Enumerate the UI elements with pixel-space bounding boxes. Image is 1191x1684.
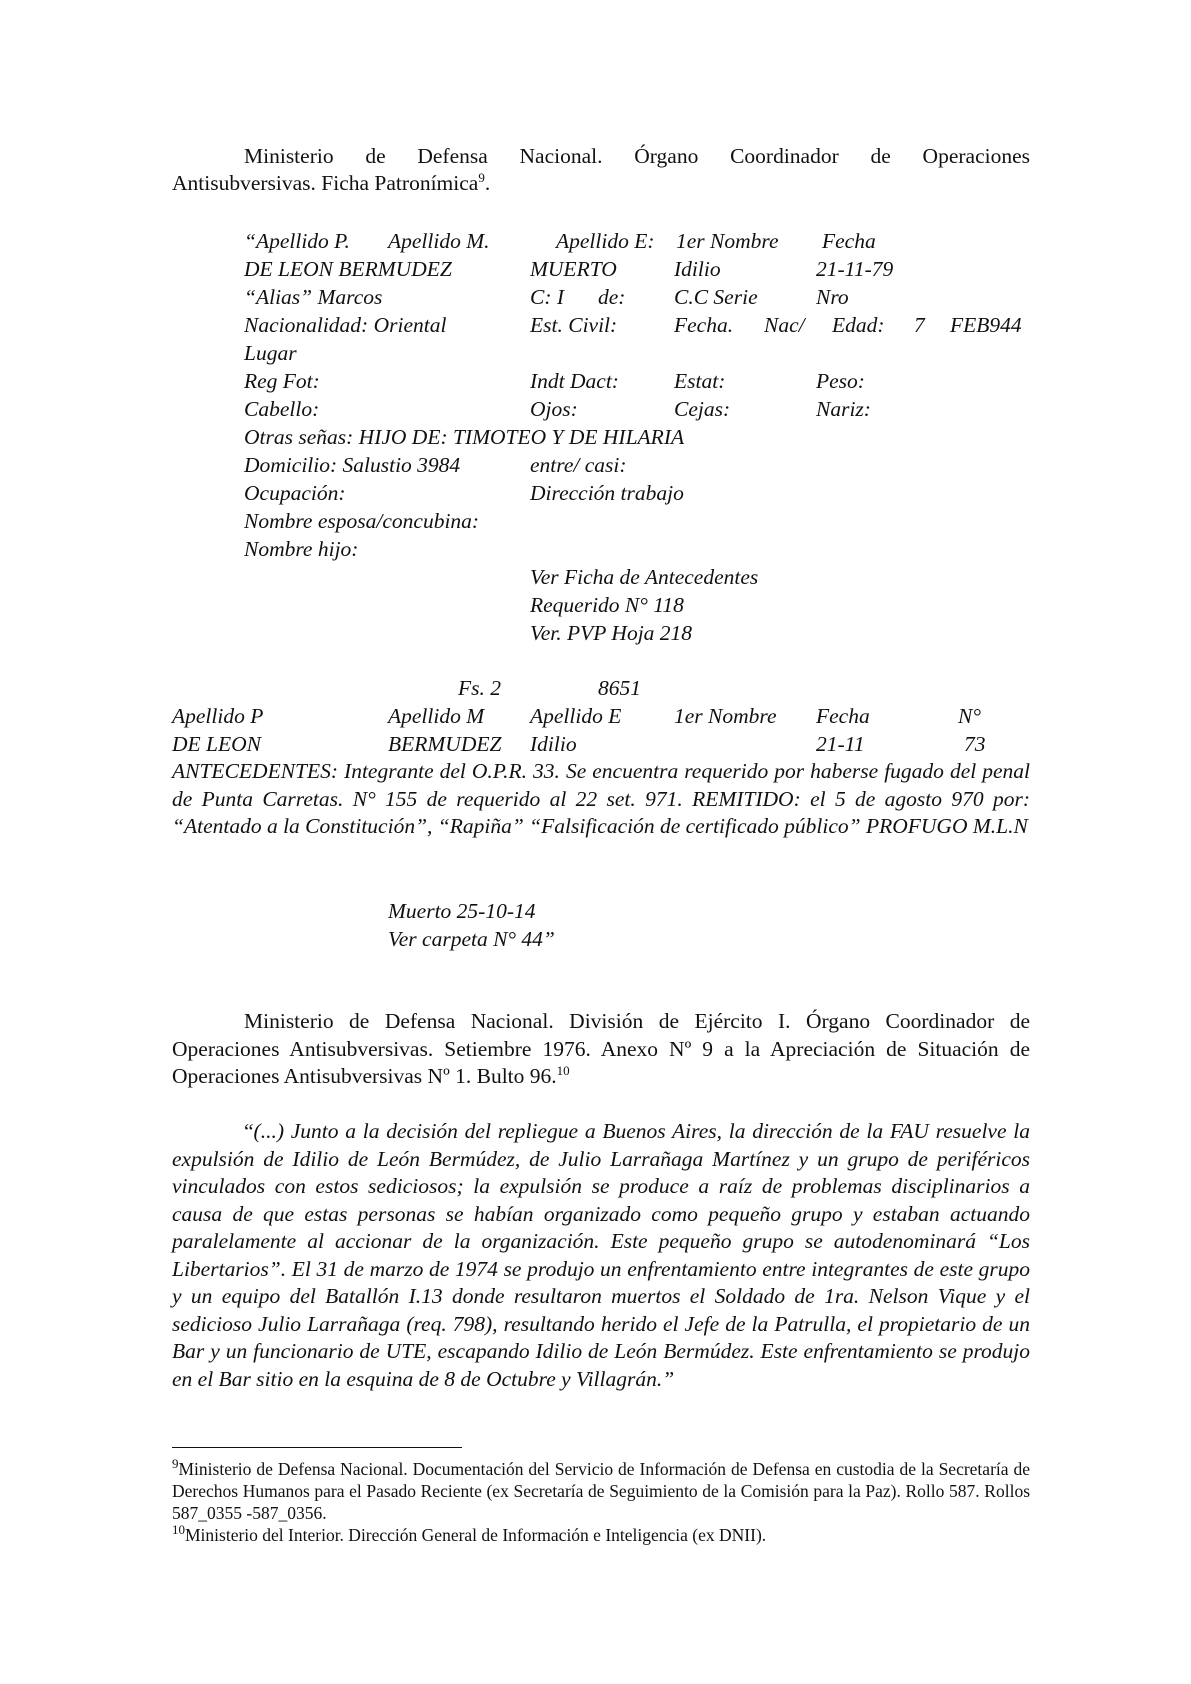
- f1-reg-fot: Reg Fot:: [244, 369, 320, 393]
- header1-line1: [244, 144, 1030, 169]
- f1-domicilio: Domicilio: Salustio 3984: [244, 453, 461, 477]
- f2-v-apellido-m: BERMUDEZ: [388, 732, 502, 756]
- f2-v-numero: 73: [964, 732, 986, 756]
- f2-muerto: Muerto 25-10-14: [388, 899, 536, 923]
- f2-h-fecha: Fecha: [816, 704, 870, 728]
- f1-ocupacion: Ocupación:: [244, 481, 346, 505]
- f2-h-apellido-e: Apellido E: [530, 704, 622, 728]
- quote-paragraph: [172, 1118, 1030, 1393]
- f2-number: 8651: [598, 676, 641, 700]
- footnote-10: [172, 1524, 1030, 1546]
- header1-period: .: [484, 171, 491, 195]
- f1-estat: Estat:: [674, 369, 726, 393]
- f2-h-numero: N°: [958, 704, 981, 728]
- quote-open-mark: “: [244, 1119, 254, 1143]
- f1-nacionalidad: Nacionalidad: Oriental: [244, 313, 447, 337]
- f1-ojos: Ojos:: [530, 397, 578, 421]
- f1-edad: Edad:: [832, 313, 885, 337]
- footnote-ref-9: 9: [478, 169, 485, 185]
- f1-firstname-value: Idilio: [674, 257, 721, 281]
- footnote-10-number: 10: [172, 1522, 185, 1538]
- header2-text: Ministerio de Defensa Nacional. División de Ejército I. Órgano Coordinador de Operaciones Antisubversivas. Setiembre 1976. Anexo Nº 9 a la Apreciación de Situación de Operaciones Antisubversivas Nº 1. Bulto 96.: [172, 1009, 1030, 1088]
- header2-paragraph: [172, 1008, 1030, 1091]
- f1-apellido-m: Apellido M.: [388, 229, 490, 253]
- f1-birth-value: FEB944: [950, 313, 1022, 337]
- f1-edad-value: 7: [914, 313, 925, 337]
- f1-ref-antecedentes: Ver Ficha de Antecedentes: [530, 565, 759, 589]
- f1-direccion-trabajo: Dirección trabajo: [530, 481, 684, 505]
- f1-de: de:: [598, 285, 626, 309]
- f2-h-nombre: 1er Nombre: [674, 704, 777, 728]
- f1-fecha: Fecha: [822, 229, 876, 253]
- f1-otras-senas: Otras señas: HIJO DE: TIMOTEO Y DE HILARIA: [244, 425, 685, 449]
- f1-ref-pvp: Ver. PVP Hoja 218: [530, 621, 693, 645]
- f1-entre-casi: entre/ casi:: [530, 453, 627, 477]
- header1-line1-text: Ministerio de Defensa Nacional. Órgano Coordinador de Operaciones: [244, 144, 1030, 168]
- header1-line2: [172, 171, 490, 196]
- f1-fecha-label: Fecha.: [674, 313, 734, 337]
- f1-ref-requerido: Requerido N° 118: [530, 593, 684, 617]
- f2-h-apellido-p: Apellido P: [172, 704, 264, 728]
- footnote-9-number: 9: [172, 1456, 179, 1472]
- header1-line2-text: Antisubversivas. Ficha Patronímica: [172, 171, 479, 195]
- f1-date-value: 21-11-79: [816, 257, 894, 281]
- f1-indt-dact: Indt Dact:: [530, 369, 619, 393]
- f1-ci: C: I: [530, 285, 565, 309]
- f2-v-fecha: 21-11: [816, 732, 865, 756]
- f1-esposa: Nombre esposa/concubina:: [244, 509, 480, 533]
- footnote-9-text: Ministerio de Defensa Nacional. Documentación del Servicio de Información de Defensa en custodia de la Secretaría de Derechos Humanos para el Pasado Reciente (ex Secretaría de Seguimiento de la Comisión para la Paz). Rollo 587. Rollos 587_0355 -587_0356.: [172, 1459, 1030, 1523]
- footnote-10-text: Ministerio del Interior. Dirección General de Información e Inteligencia (ex DNII).: [185, 1525, 767, 1545]
- f1-nro: Nro: [816, 285, 849, 309]
- footnote-ref-10: 10: [556, 1062, 570, 1078]
- footnote-separator: [172, 1447, 462, 1448]
- f1-alias: “Alias” Marcos: [244, 285, 383, 309]
- f1-lugar: Lugar: [244, 341, 297, 365]
- f1-hijo: Nombre hijo:: [244, 537, 359, 561]
- f1-cc-serie: C.C Serie: [674, 285, 758, 309]
- footnote-9: [172, 1458, 1030, 1524]
- f2-antecedentes: ANTECEDENTES: Integrante del O.P.R. 33. Se encuentra requerido por haberse fugado del penal de Punta Carretas. N° 155 de requerido al 22 set. 971. REMITIDO: el 5 de agosto 970 por: “Atentado a la Constitución”, “Rapiña” “Falsificación de certificado público” PROFUGO M.L.N: [172, 759, 1030, 838]
- f1-apellido-e: Apellido E:: [556, 229, 655, 253]
- f2-h-apellido-m: Apellido M: [388, 704, 485, 728]
- f2-v-apellido-p: DE LEON: [172, 732, 261, 756]
- f1-nac: Nac/: [764, 313, 805, 337]
- f1-est-civil: Est. Civil:: [530, 313, 618, 337]
- f1-cejas: Cejas:: [674, 397, 731, 421]
- f1-nariz: Nariz:: [816, 397, 871, 421]
- quote-text: (...) Junto a la decisión del repliegue a Buenos Aires, la dirección de la FAU resuelve la expulsión de Idilio de León Bermúdez, de Julio Larrañaga Martínez y un grupo de periféricos vinculados con estos sediciosos; la expulsión se produce a raíz de problemas disciplinarios a causa de que estas personas se habían organizado como pequeño grupo y estaban actuando paralelamente al accionar de la organización. Este pequeño grupo se autodenominará “Los Libertarios”. El 31 de marzo de 1974 se produjo un enfrentamiento entre integrantes de este grupo y un equipo del Batallón I.13 donde resultaron muertos el Soldado de 1ra. Nelson Vique y el sedicioso Julio Larrañaga (req. 798), resultando herido el Jefe de la Patrulla, el propietario de un Bar y un funcionario de UTE, escapando Idilio de León Bermúdez. Este enfrentamiento se produjo en el Bar sitio en la esquina de 8 de Octubre y Villagrán.”: [172, 1119, 1030, 1391]
- f2-carpeta: Ver carpeta N° 44”: [388, 927, 555, 951]
- f1-apellido-p: “Apellido P.: [244, 229, 350, 253]
- f1-name-value: DE LEON BERMUDEZ: [244, 257, 452, 281]
- f1-cabello: Cabello:: [244, 397, 320, 421]
- f1-peso: Peso:: [816, 369, 865, 393]
- f2-v-apellido-e: Idilio: [530, 732, 577, 756]
- f1-status-value: MUERTO: [530, 257, 617, 281]
- f2-folio: Fs. 2: [458, 676, 501, 700]
- f1-1er-nombre: 1er Nombre: [676, 229, 779, 253]
